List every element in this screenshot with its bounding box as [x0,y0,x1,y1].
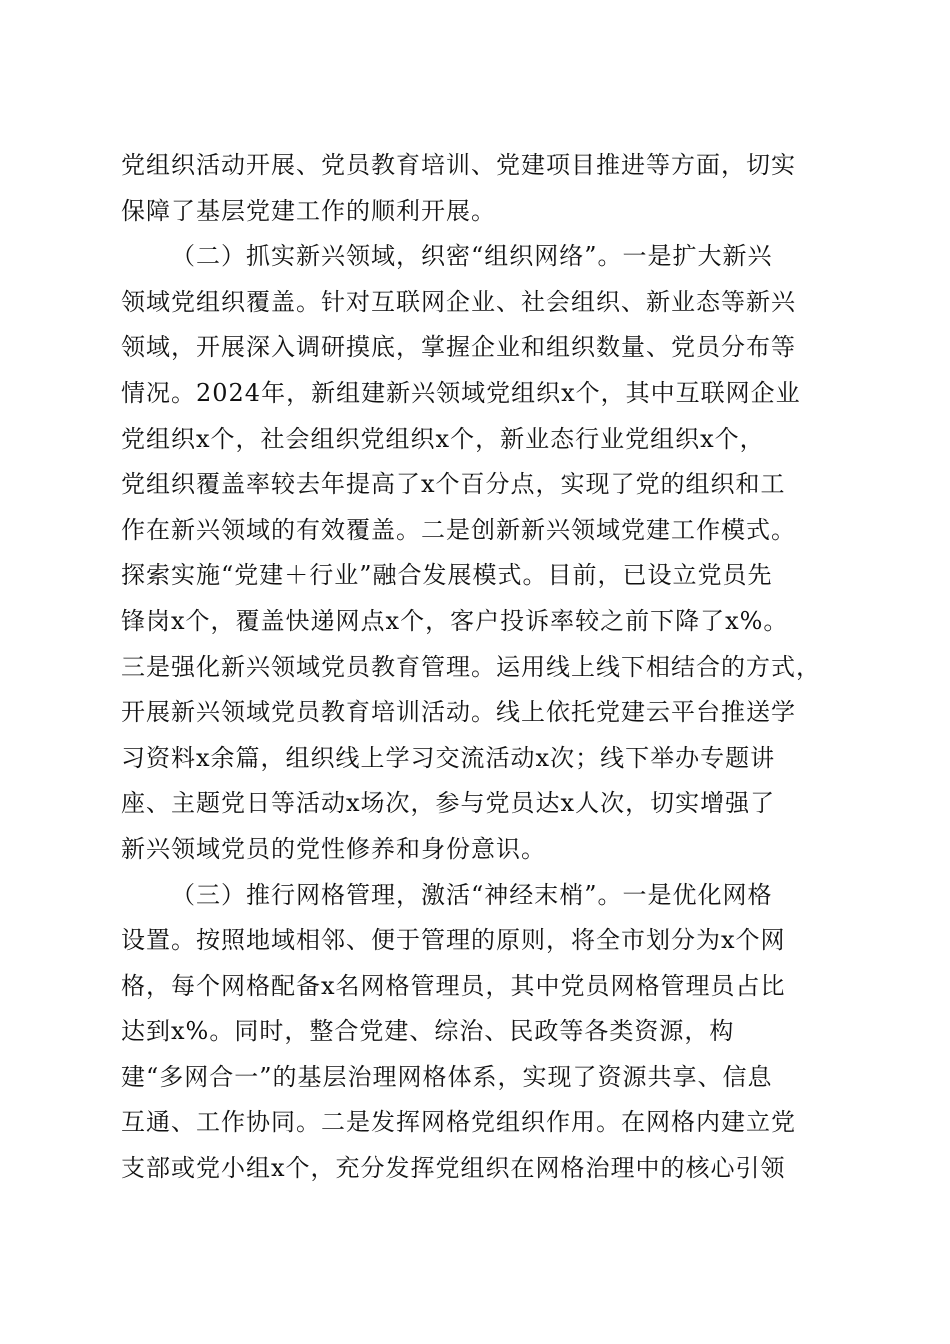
section-heading-line: （二）抓实新兴领域，织密“组织网络”。一是扩大新兴 [171,242,773,271]
text-line: 党组织覆盖率较去年提高了x个百分点，实现了党的组织和工 [121,470,786,499]
text-line: 互通、工作协同。二是发挥网格党组织作用。在网格内建立党 [121,1108,796,1137]
text-line: 三是强化新兴领域党员教育管理。运用线上线下相结合的方式， [121,652,821,681]
text-line: 习资料x余篇，组织线上学习交流活动x次；线下举办专题讲 [121,743,776,772]
text-line: 锋岗x个，覆盖快递网点x个，客户投诉率较之前下降了x%。 [121,606,789,635]
text-line: 情况。2024年，新组建新兴领域党组织x个，其中互联网企业 [121,378,801,407]
text-line: 党组织活动开展、党员教育培训、党建项目推进等方面，切实 [121,151,796,179]
text-line: 达到x%。同时，整合党建、综治、民政等各类资源，构 [121,1017,735,1046]
text-line: 建“多网合一”的基层治理网格体系，实现了资源共享、信息 [121,1062,773,1091]
document-body [121,143,827,1192]
text-line: 开展新兴领域党员教育培训活动。线上依托党建云平台推送学 [121,698,796,727]
text-line: 保障了基层党建工作的顺利开展。 [121,196,496,225]
text-line: 支部或党小组x个，充分发挥党组织在网格治理中的核心引领 [121,1154,786,1183]
text-line: 领域，开展深入调研摸底，掌握企业和组织数量、党员分布等 [121,333,796,362]
text-line: 作在新兴领域的有效覆盖。二是创新新兴领域党建工作模式。 [121,515,796,544]
text-line: 党组织x个，社会组织党组织x个，新业态行业党组织x个， [121,424,765,453]
section-heading-line: （三）推行网格管理，激活“神经末梢”。一是优化网格 [171,880,773,909]
text-line: 设置。按照地域相邻、便于管理的原则，将全市划分为x个网 [121,926,786,955]
text-line: 座、主题党日等活动x场次，参与党员达x人次，切实增强了 [121,789,776,818]
text-line: 新兴领域党员的党性修养和身份意识。 [121,834,546,863]
text-line: 探索实施“党建＋行业”融合发展模式。目前，已设立党员先 [121,561,773,590]
text-line: 领域党组织覆盖。针对互联网企业、社会组织、新业态等新兴 [121,287,796,316]
text-line: 格，每个网格配备x名网格管理员，其中党员网格管理员占比 [121,971,786,1000]
